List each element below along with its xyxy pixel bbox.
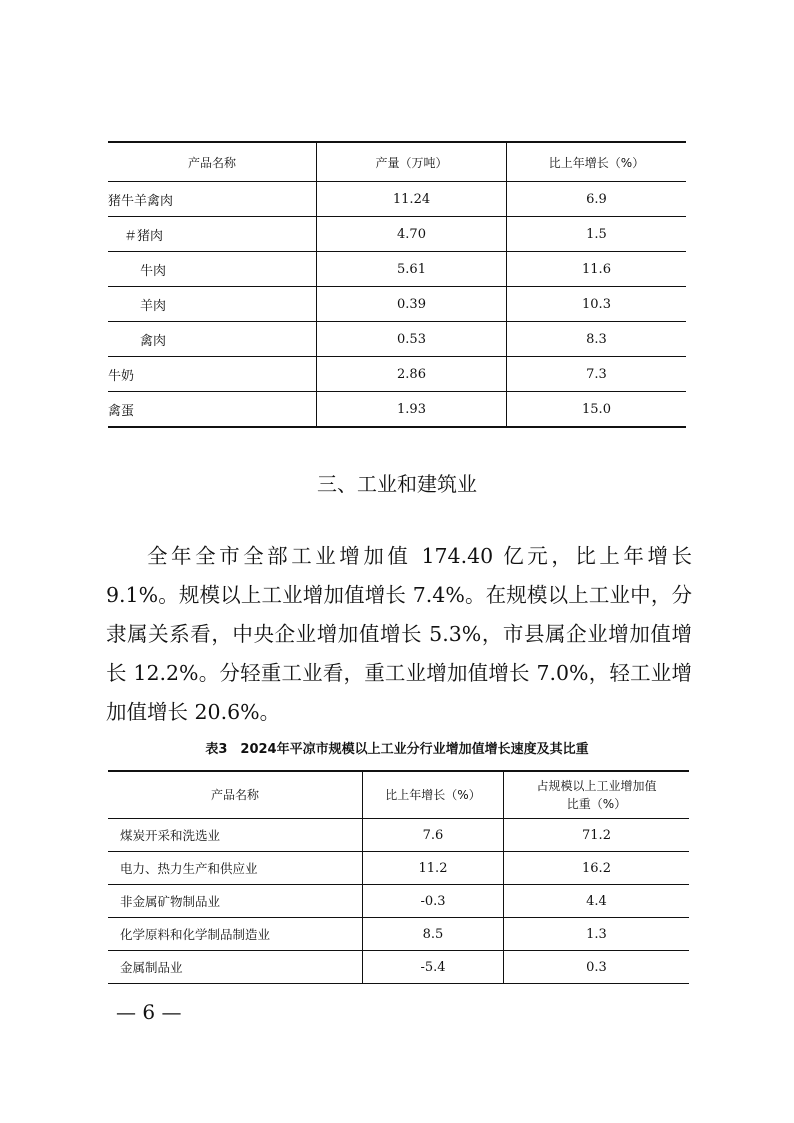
paragraph-text: 全年全市全部工业增加值 174.40 亿元，比上年增长 9.1%。规模以上工业增加值增长 7.4%。在规模以上工业中，分隶属关系看，中央企业增加值增长 5.3%，市县属企业增加值增长 12.2%。分轻重工业看，重工业增加值增长 7.0%，轻工业增加值增长 20.6%。 bbox=[106, 544, 692, 724]
table-row bbox=[108, 392, 686, 428]
column-header-product: 产品名称 bbox=[108, 771, 363, 819]
row-growth: 1.5 bbox=[507, 217, 687, 252]
column-header-product: 产品名称 bbox=[108, 142, 317, 182]
column-header-growth: 比上年增长（%） bbox=[507, 142, 687, 182]
table-header-row bbox=[108, 771, 689, 819]
table-row bbox=[108, 217, 686, 252]
table-row bbox=[108, 885, 689, 918]
row-name: 羊肉 bbox=[108, 287, 317, 322]
livestock-products-table bbox=[108, 141, 686, 428]
row-growth: 7.3 bbox=[507, 357, 687, 392]
row-share: 16.2 bbox=[504, 852, 690, 885]
table-row bbox=[108, 252, 686, 287]
row-growth: 8.3 bbox=[507, 322, 687, 357]
page-number: — 6 — bbox=[116, 1000, 182, 1024]
column-header-share-line1: 占规模以上工业增加值 bbox=[536, 779, 657, 793]
column-header-share-line2: 比重（%） bbox=[566, 797, 627, 811]
column-header-share bbox=[504, 771, 690, 819]
row-growth: 6.9 bbox=[507, 182, 687, 217]
row-growth: 8.5 bbox=[363, 918, 504, 951]
row-output: 0.39 bbox=[317, 287, 507, 322]
row-growth: 11.2 bbox=[363, 852, 504, 885]
row-name: 猪牛羊禽肉 bbox=[108, 182, 317, 217]
table-row bbox=[108, 182, 686, 217]
table-row bbox=[108, 819, 689, 852]
row-share: 1.3 bbox=[504, 918, 690, 951]
row-name: 非金属矿物制品业 bbox=[108, 885, 363, 918]
column-header-output: 产量（万吨） bbox=[317, 142, 507, 182]
table-row bbox=[108, 287, 686, 322]
body-paragraph bbox=[106, 537, 692, 732]
row-share: 0.3 bbox=[504, 951, 690, 984]
section-heading: 三、工业和建筑业 bbox=[317, 472, 477, 496]
table-row bbox=[108, 951, 689, 984]
table-header-row bbox=[108, 142, 686, 182]
row-output: 0.53 bbox=[317, 322, 507, 357]
row-growth: 7.6 bbox=[363, 819, 504, 852]
column-header-growth: 比上年增长（%） bbox=[363, 771, 504, 819]
row-name: 牛奶 bbox=[108, 357, 317, 392]
row-share: 4.4 bbox=[504, 885, 690, 918]
row-name: 牛肉 bbox=[108, 252, 317, 287]
row-growth: 15.0 bbox=[507, 392, 687, 428]
row-growth: 11.6 bbox=[507, 252, 687, 287]
table-row bbox=[108, 357, 686, 392]
row-name: ＃猪肉 bbox=[108, 217, 317, 252]
row-output: 11.24 bbox=[317, 182, 507, 217]
row-name: 金属制品业 bbox=[120, 960, 183, 975]
row-growth: -0.3 bbox=[363, 885, 504, 918]
row-output: 5.61 bbox=[317, 252, 507, 287]
industry-growth-table bbox=[108, 770, 689, 984]
table-row bbox=[108, 852, 689, 885]
table-row bbox=[108, 322, 686, 357]
row-name: 禽蛋 bbox=[108, 403, 135, 419]
row-growth: 10.3 bbox=[507, 287, 687, 322]
table-row bbox=[108, 918, 689, 951]
row-output: 4.70 bbox=[317, 217, 507, 252]
row-name: 煤炭开采和洗选业 bbox=[108, 819, 363, 852]
row-name: 化学原料和化学制品制造业 bbox=[108, 918, 363, 951]
table-caption: 表3 2024年平凉市规模以上工业分行业增加值增长速度及其比重 bbox=[205, 742, 589, 757]
row-name: 电力、热力生产和供应业 bbox=[108, 852, 363, 885]
row-growth: -5.4 bbox=[363, 951, 504, 984]
row-output: 1.93 bbox=[317, 392, 507, 428]
row-share: 71.2 bbox=[504, 819, 690, 852]
row-output: 2.86 bbox=[317, 357, 507, 392]
row-name: 禽肉 bbox=[108, 322, 317, 357]
